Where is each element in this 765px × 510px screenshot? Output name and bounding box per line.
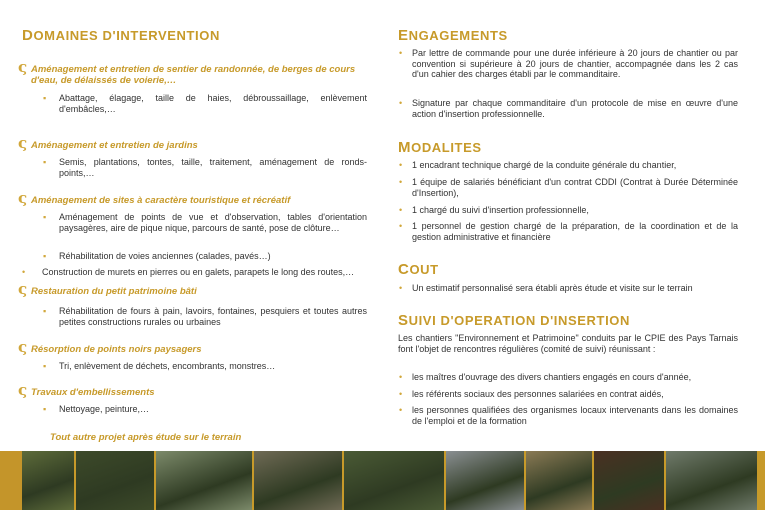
hook-icon: ς [18,134,28,152]
bullet-icon: • [399,389,403,399]
bullet-icon: • [399,221,403,231]
bullet-icon: • [399,177,403,187]
bullet-icon: • [399,372,403,382]
hook-icon: ς [18,58,28,76]
cout-title: COUT [398,261,439,278]
photo-strip-edge [0,451,22,510]
bullet-icon: • [22,267,26,277]
domaines-title: DOMAINES D'INTERVENTION [22,27,220,44]
bullet-item: • Signature par chaque commanditaire d'un protocole de mise en œuvre d'une action d'insertion professionnelle. [399,98,738,119]
section-heading-sentiers: ς Aménagement et entretien de sentier de randonnée, de berges de cours d'eau, de délaissés de voierie,… [18,58,356,86]
bullet-icon: • [399,98,403,108]
hook-icon: ς [18,189,28,207]
bullet-item: ▪ Semis, plantations, tontes, taille, traitement, aménagement de ronds-points,… [43,157,367,178]
bullet-icon: ▪ [43,404,47,414]
bullet-icon: ▪ [43,306,47,316]
bullet-icon: ▪ [43,157,47,167]
bullet-item: • 1 chargé du suivi d'insertion professionnelle, [399,205,589,215]
section-heading-jardins: ς Aménagement et entretien de jardins [18,134,198,152]
suivi-title: SUIVI D'OPERATION D'INSERTION [398,312,630,329]
footer-note: Tout autre projet après étude sur le terrain [50,432,242,443]
pond-photo [666,451,759,510]
engagements-title: ENGAGEMENTS [398,27,508,44]
bullet-icon: • [399,205,403,215]
section-heading-points-noirs: ς Résorption de points noirs paysagers [18,338,202,356]
hook-icon: ς [18,280,28,298]
bullet-item: • les personnes qualifiées des organismes locaux intervenants dans les domaines de l'emploi et de la formation [399,405,738,426]
trees-photo [344,451,446,510]
bullet-item: ▪ Réhabilitation de voies anciennes (calades, pavés…) [43,251,271,261]
bullet-icon: ▪ [43,361,47,371]
hook-icon: ς [18,381,28,399]
bullet-icon: • [399,160,403,170]
stone-cabin-photo [254,451,344,510]
building-photo [446,451,526,510]
bullet-item: • 1 encadrant technique chargé de la conduite générale du chantier, [399,160,677,170]
bullet-item: ▪ Aménagement de points de vue et d'observation, tables d'orientation paysagères, aire de pique nique, parcours de santé, pose de clôture… [43,212,367,233]
stone-wall-photo [526,451,594,510]
forest-trail-photo [156,451,254,510]
section-heading-patrimoine: ς Restauration du petit patrimoine bâti [18,280,197,298]
bullet-item: • les référents sociaux des personnes salariées en contrat aidés, [399,389,664,399]
photo-strip [22,451,765,510]
bullet-icon: ▪ [43,212,47,222]
bullet-item: • les maîtres d'ouvrage des divers chantiers engagés en cours d'année, [399,372,692,382]
bullet-item: ▪ Abattage, élagage, taille de haies, débroussaillage, enlèvement d'embâcles,… [43,93,367,114]
bullet-item: • Par lettre de commande pour une durée inférieure à 20 jours de chantier ou par convention si supérieure à 20 jours de chantier, accompagnée dans les 2 cas d'un cahier des charges établi par le commanditaire. [399,48,738,79]
suivi-intro: Les chantiers "Environnement et Patrimoine" conduits par le CPIE des Pays Tarnais font l'objet de rencontres régulières (comité de suivi) réunissant : [398,333,738,354]
bullet-item: ▪ Réhabilitation de fours à pain, lavoirs, fontaines, pesquiers et toutes autres petites constructions rurales ou urbaines [43,306,367,327]
bullet-item: ▪ Tri, enlèvement de déchets, encombrants, monstres… [43,361,276,371]
section-heading-sites: ς Aménagement de sites à caractère touristique et récréatif [18,189,291,207]
bullet-icon: • [399,283,403,293]
bullet-item-muret: • Construction de murets en pierres ou en galets, parapets le long des routes,… [22,267,355,277]
bullet-item: • 1 personnel de gestion chargé de la préparation, de la coordination et de la gestion administrative et financière [399,221,738,242]
hook-icon: ς [18,338,28,356]
bullet-item: • 1 équipe de salariés bénéficiant d'un contrat CDDI (Contrat à Durée Déterminée d'Insertion), [399,177,738,198]
modalites-title: MODALITES [398,139,482,156]
bullet-item: • Un estimatif personnalisé sera établi après étude et visite sur le terrain [399,283,693,293]
bullet-icon: • [399,48,403,58]
garden-path-photo [22,451,76,510]
hedge-garden-photo [76,451,156,510]
bullet-icon: • [399,405,403,415]
bullet-item: ▪ Nettoyage, peinture,… [43,404,150,414]
bullet-icon: ▪ [43,251,47,261]
section-heading-embellissements: ς Travaux d'embellissements [18,381,155,399]
bullet-icon: ▪ [43,93,47,103]
bread-oven-photo [594,451,666,510]
